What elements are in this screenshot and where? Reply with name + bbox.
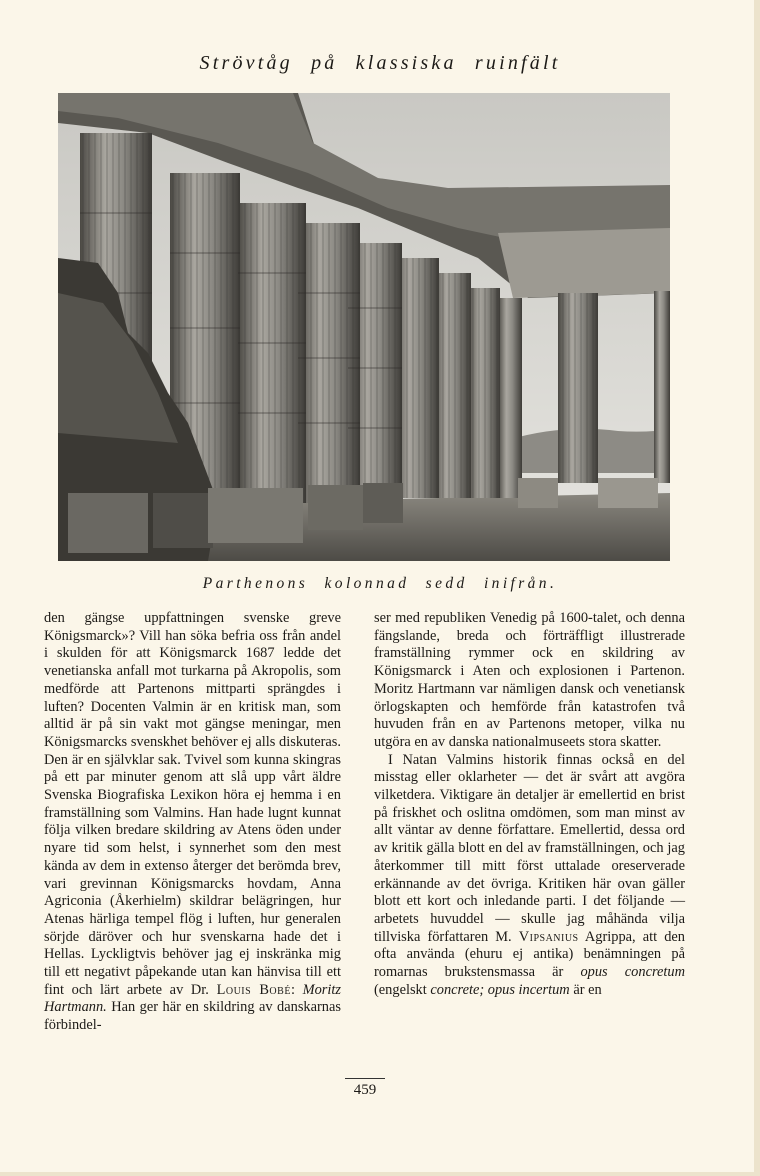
figure-caption: Parthenons kolonnad sedd inifrån. — [202, 575, 558, 592]
book-title: Moritz Hartmann. — [44, 981, 341, 1016]
parthenon-colonnade-photo — [58, 93, 670, 561]
right-paragraph-2-text: I Natan Valmins historik finnas också en del misstag eller oklarheter — det är svårt att avgöra vilketdera. Viktigare än detaljer är emellertid en brist på friskhet och oslitna omdömen, som man minst av allt väntar av denne författare. Emellertid, dessa ord av kritik gälla blott en del av framställningen, och jag återkommer till mitt först uttalade oreserverade erkännande av det övriga. Kritiken här ovan gäller blott ett kort och inledande parti. I det följande — arbetets huvuddel — skulle jag måhända vilja tillviska författaren M. — [374, 751, 685, 945]
footer-rule — [345, 1078, 385, 1079]
right-paragraph-2-end: är en — [573, 981, 602, 998]
right-paragraph-2-mid: Agrippa, att den ofta använda (ehuru ej antika) benämningen på romarnas brukstensmassa är — [374, 928, 685, 981]
colon: : — [290, 981, 295, 998]
running-head: Strövtåg på klassiska ruinfält — [199, 52, 561, 74]
left-paragraph — [44, 610, 341, 1035]
right-paragraph-2-mid2: (engelskt — [374, 981, 427, 998]
right-paragraph-2 — [374, 752, 685, 1000]
author-name: Louis Bobé — [216, 981, 291, 998]
right-column — [374, 610, 685, 999]
left-column — [44, 610, 341, 1035]
roman-name: Vipsanius — [518, 928, 579, 945]
left-paragraph-tail: Han ger här en skildring av danskarnas förbindel- — [44, 999, 341, 1034]
latin-term-2: concrete; opus incertum — [430, 981, 570, 998]
left-paragraph-text: den gängse uppfattningen svenske greve Königsmarck»? Vill han söka befria oss från andel i skulden för att Königsmarck 1687 ledde det venetianska anfall mot turkarna på Akropolis, som medförde att Partenons mittparti sprängdes i luften? Docenten Valmin är en kritisk man, som alltid är på sin vakt mot gängse meningar, men Königsmarcks svenskhet behöver ej alls diskuteras. Den är en självklar sak. Tvivel som kunna skingras på ett par minuter genom att slå upp vårt äldre Svenska Biografiska Lexikon höra ej hemma i en framställning som Valmins. Han hade lugnt kunnat följa vilken bredare skildring av Atens öden under nyare tid som helst, i synnerhet som den mest kända av dem in extenso återger det berömda brev, vari grevinnan Königsmarcks hovdam, Anna Agriconia (Åkerhielm) skildrar belägringen, hur Atenas härliga tempel flög i luften, hur generalen sörjde däröver och hur svenskarna hade det i Hellas. Lyckligtvis behöver jag ej inskränka mig till ett negativt påpekande utan kan hänvisa till ett fint och lärt arbete av Dr. — [44, 610, 341, 998]
right-paragraph-1: ser med republiken Venedig på 1600-talet, och denna fängslande, breda och förträffligt illustrerade framställning rymmer ock en skildring av Königsmarck i Aten och explosionen i Partenon. Moritz Hartmann var nämligen dansk och venetiansk örlogskapten och hemförde från katastrofen två huvuden från en av Partenons metoper, vilka nu utgöra en av danska nationalmuseets stora skatter. — [374, 610, 685, 750]
latin-term-1: opus concretum — [580, 964, 685, 981]
page-number: 459 — [353, 1082, 377, 1098]
